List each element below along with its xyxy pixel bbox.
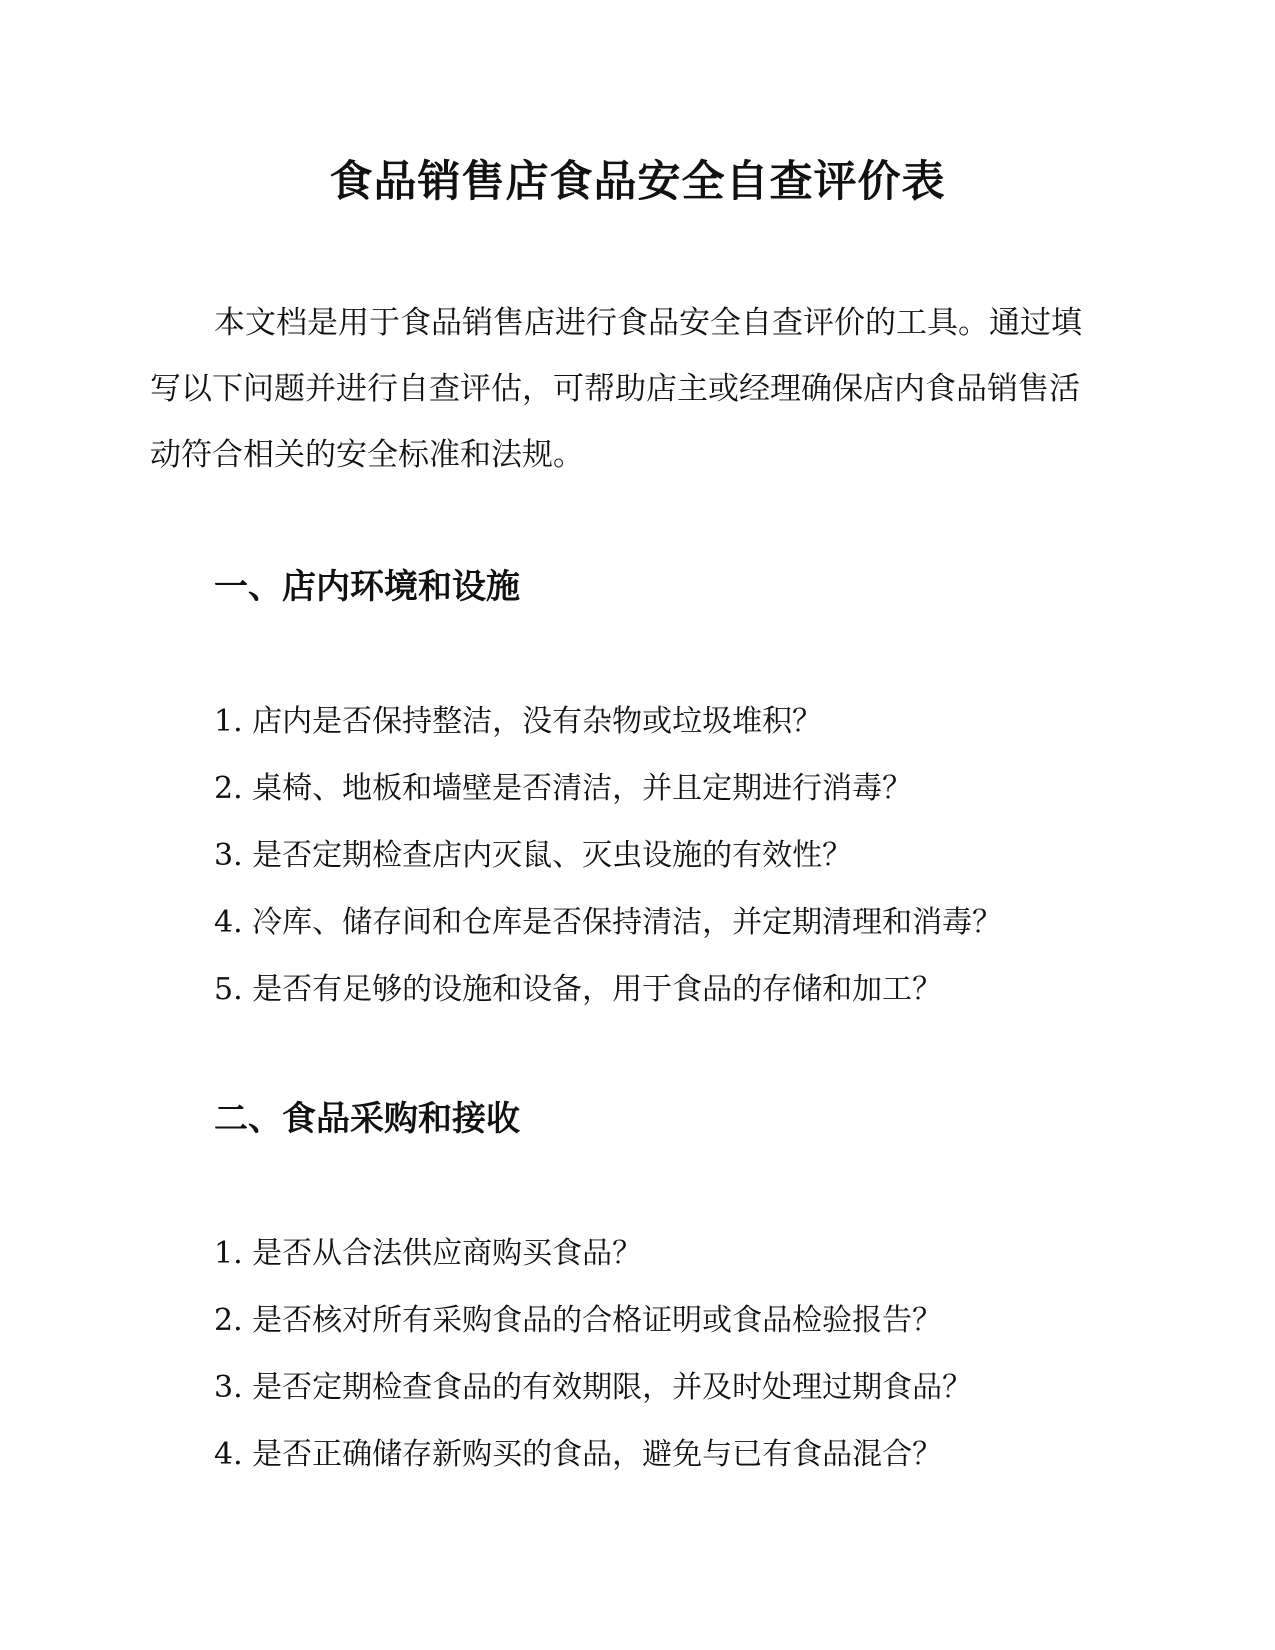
document-title: 食品销售店食品安全自查评价表 (329, 157, 946, 207)
question-item: 2. 桌椅、地板和墙壁是否清洁，并且定期进行消毒？ (214, 771, 913, 806)
question-item: 1. 店内是否保持整洁，没有杂物或垃圾堆积？ (214, 704, 823, 739)
question-item: 3. 是否定期检查店内灭鼠、灭虫设施的有效性？ (214, 838, 853, 873)
question-list-environment (214, 688, 1154, 1023)
intro-paragraph: 本文档是用于食品销售店进行食品安全自查评价的工具。通过填写以下问题并进行自查评估，可帮助店主或经理确保店内食品销售活动符合相关的安全标准和法规。 (150, 305, 1082, 473)
question-item: 1. 是否从合法供应商购买食品？ (214, 1236, 643, 1271)
question-item: 4. 冷库、储存间和仓库是否保持清洁，并定期清理和消毒？ (214, 905, 1003, 940)
question-item: 3. 是否定期检查食品的有效期限，并及时处理过期食品？ (214, 1370, 973, 1405)
question-item: 5. 是否有足够的设施和设备，用于食品的存储和加工？ (214, 972, 943, 1007)
question-item: 4. 是否正确储存新购买的食品，避免与已有食品混合？ (214, 1437, 943, 1472)
section-heading-procurement: 二、食品采购和接收 (214, 1099, 520, 1139)
section-heading-environment: 一、店内环境和设施 (214, 567, 520, 607)
question-item: 2. 是否核对所有采购食品的合格证明或食品检验报告？ (214, 1303, 943, 1338)
question-list-procurement (214, 1220, 1154, 1488)
